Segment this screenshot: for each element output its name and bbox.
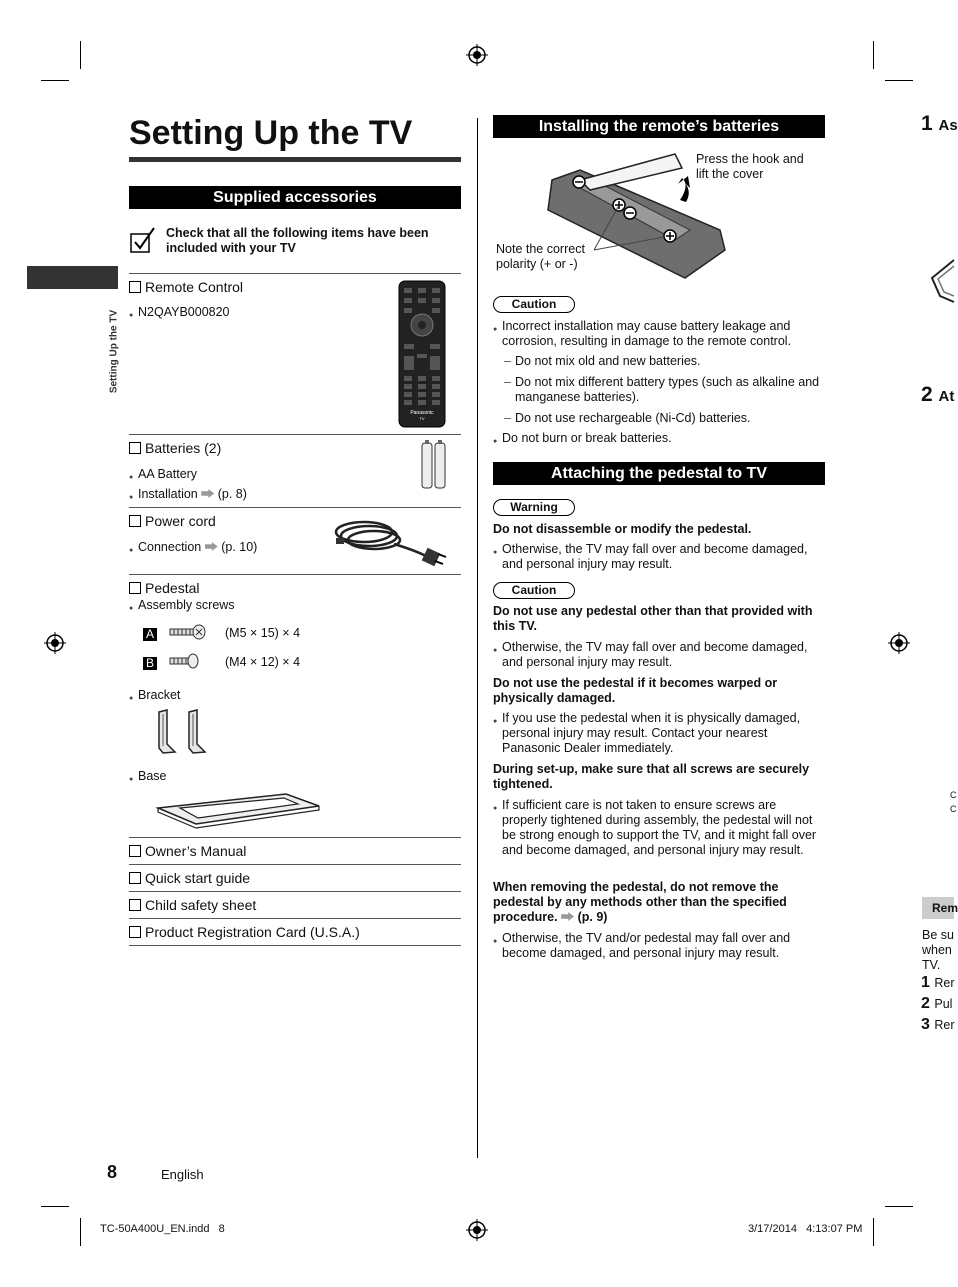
caution4-page-ref: (p. 9) — [577, 910, 608, 924]
language-label: English — [161, 1167, 204, 1182]
caution-badge: Caution — [493, 582, 575, 599]
screw-b-spec: (M4 × 12) × 4 — [225, 655, 301, 669]
divider — [129, 273, 461, 274]
crop-mark — [873, 41, 874, 69]
bleed-text: Be su — [922, 928, 954, 942]
bracket-image — [155, 708, 210, 756]
pedestal-heading: Attaching the pedestal to TV — [493, 462, 825, 485]
registration-mark-icon — [888, 632, 910, 654]
caution-badge: Caution — [493, 296, 575, 313]
bleed-step-1 — [921, 112, 958, 136]
crop-mark — [885, 1206, 913, 1207]
bleed-step-2-text: At — [938, 388, 955, 405]
divider — [129, 891, 461, 892]
dash-item-3: – Do not use rechargeable (Ni-Cd) batteries. — [515, 411, 825, 426]
column-divider — [477, 118, 478, 1158]
remote-brand-sub-text: TV — [419, 416, 425, 421]
bracket-label: ● Bracket — [138, 688, 180, 703]
caution2-bullet: ● If you use the pedestal when it is physically damaged, personal injury may result. Contact your nearest Panasonic Dealer immediately. — [502, 711, 827, 756]
screw-b-image — [169, 653, 201, 669]
bleed-substep-3-number: 3 — [921, 1016, 930, 1033]
crop-mark — [80, 41, 81, 69]
divider — [129, 918, 461, 919]
divider — [129, 945, 461, 946]
crop-mark — [873, 1218, 874, 1246]
caution3-bullet: ● If sufficient care is not taken to ensure screws are properly tightened during assembly, the pedestal will not be strong enough to support the TV, and it might fall over and become damaged, and personal injury may result. — [502, 798, 824, 858]
installation-text: Installation — [138, 487, 198, 501]
check-note: Check that all the following items have been included with your TV — [166, 226, 429, 255]
bleed-step-2 — [921, 383, 954, 407]
bleed-rem-box: Rem — [922, 897, 954, 919]
warning-badge: Warning — [493, 499, 575, 516]
bleed-text: TV. — [922, 958, 941, 972]
bleed-fragment: C — [950, 790, 957, 800]
bleed-substep-1-number: 1 — [921, 974, 930, 991]
page-number: 8 — [107, 1162, 118, 1182]
bleed-step-1-text: As — [938, 117, 958, 134]
pedestal-base-image — [156, 790, 321, 830]
remote-model: ● N2QAYB000820 — [138, 305, 230, 320]
divider — [129, 574, 461, 575]
base-label: ● Base — [138, 769, 167, 784]
dash-item-1: – Do not mix old and new batteries. — [515, 354, 825, 369]
battery-installation — [138, 487, 247, 502]
checkbox-check-icon — [130, 226, 156, 254]
bleed-substep-3 — [921, 1016, 955, 1034]
warning-bold: Do not disassemble or modify the pedestal. — [493, 522, 752, 536]
bleed-text: when — [922, 943, 952, 957]
divider — [129, 434, 461, 435]
caution4-text: When removing the pedestal, do not remove the pedestal by any methods other than the specified procedure. — [493, 880, 787, 924]
owners-manual-item: Owner’s Manual — [129, 843, 246, 859]
crop-mark — [41, 80, 69, 81]
arrow-right-icon — [561, 912, 574, 921]
bleed-fragment: C — [950, 804, 957, 814]
registration-mark-icon — [466, 1219, 488, 1241]
child-safety-item: Child safety sheet — [129, 897, 256, 913]
divider — [129, 837, 461, 838]
screw-a-image — [169, 624, 207, 640]
installation-page-ref: (p. 8) — [217, 487, 247, 501]
crop-mark — [80, 1218, 81, 1246]
pedestal-item: Pedestal — [129, 580, 199, 596]
arrow-right-icon — [205, 542, 218, 551]
caution1-bold: Do not use any pedestal other than that provided with this TV. — [493, 604, 813, 633]
battery-type: ● AA Battery — [138, 467, 197, 482]
batteries-image — [421, 440, 447, 490]
footer-file: TC-50A400U_EN.indd 8 — [100, 1223, 225, 1235]
side-tab-label: Setting Up the TV — [108, 309, 120, 394]
remote-control-item: Remote Control — [129, 279, 243, 295]
bleed-substep-1-text: Rer — [934, 976, 955, 990]
caution2-bold: Do not use the pedestal if it becomes warped or physically damaged. — [493, 676, 778, 705]
remote-control-image — [398, 280, 446, 428]
section-tab — [27, 266, 118, 289]
bleed-step-1-number: 1 — [921, 112, 933, 135]
registration-card-item: Product Registration Card (U.S.A.) — [129, 924, 360, 940]
power-cord-connection — [138, 540, 257, 555]
bleed-substep-2-text: Pul — [934, 997, 953, 1011]
screw-b-letter: B — [143, 657, 157, 670]
page-title: Setting Up the TV — [129, 114, 413, 152]
screw-a-spec: (M5 × 15) × 4 — [225, 626, 301, 640]
footer-date: 3/17/2014 4:13:07 PM — [748, 1223, 863, 1235]
supplied-accessories-heading: Supplied accessories — [129, 186, 461, 209]
remote-brand-text: Panasonic — [410, 410, 434, 416]
caution3-bold: During set-up, make sure that all screws are securely tightened. — [493, 762, 810, 791]
power-cord-item: Power cord — [129, 513, 216, 529]
title-underline — [129, 157, 461, 162]
burn-warning: ● Do not burn or break batteries. — [502, 431, 824, 446]
bleed-step-2-number: 2 — [921, 383, 933, 406]
crop-mark — [885, 80, 913, 81]
connection-text: Connection — [138, 540, 202, 554]
screw-b-label — [143, 654, 157, 672]
polarity-note: Note the correct polarity (+ or -) — [496, 242, 585, 271]
bleed-substep-1 — [921, 974, 955, 992]
dash-item-2: – Do not mix different battery types (such as alkaline and manganese batteries). — [515, 375, 825, 405]
batteries-heading: Installing the remote’s batteries — [493, 115, 825, 138]
caution4-bullet: ● Otherwise, the TV and/or pedestal may fall over and become damaged, and personal injury may result. — [502, 931, 824, 961]
registration-mark-icon — [466, 44, 488, 66]
divider — [129, 507, 461, 508]
bleed-substep-3-text: Rer — [934, 1018, 955, 1032]
caution-main: ● Incorrect installation may cause battery leakage and corrosion, resulting in damage to the remote control. — [502, 319, 824, 349]
caution4-bold — [493, 880, 825, 925]
warning-bullet: ● Otherwise, the TV may fall over and become damaged, and personal injury may result. — [502, 542, 824, 572]
arrow-right-icon — [201, 489, 214, 498]
hook-note: Press the hook and lift the cover — [696, 152, 804, 181]
batteries-item: Batteries (2) — [129, 440, 221, 456]
quick-start-item: Quick start guide — [129, 870, 250, 886]
bleed-substep-2-number: 2 — [921, 995, 930, 1012]
assembly-screws: ● Assembly screws — [138, 598, 235, 613]
power-cord-image — [334, 514, 449, 569]
registration-mark-icon — [44, 632, 66, 654]
bleed-illustration — [926, 256, 954, 306]
crop-mark — [41, 1206, 69, 1207]
connection-page-ref: (p. 10) — [221, 540, 258, 554]
caution1-bullet: ● Otherwise, the TV may fall over and become damaged, and personal injury may result. — [502, 640, 824, 670]
divider — [129, 864, 461, 865]
screw-a-label — [143, 625, 157, 643]
bleed-substep-2 — [921, 995, 952, 1013]
screw-a-letter: A — [143, 628, 157, 641]
